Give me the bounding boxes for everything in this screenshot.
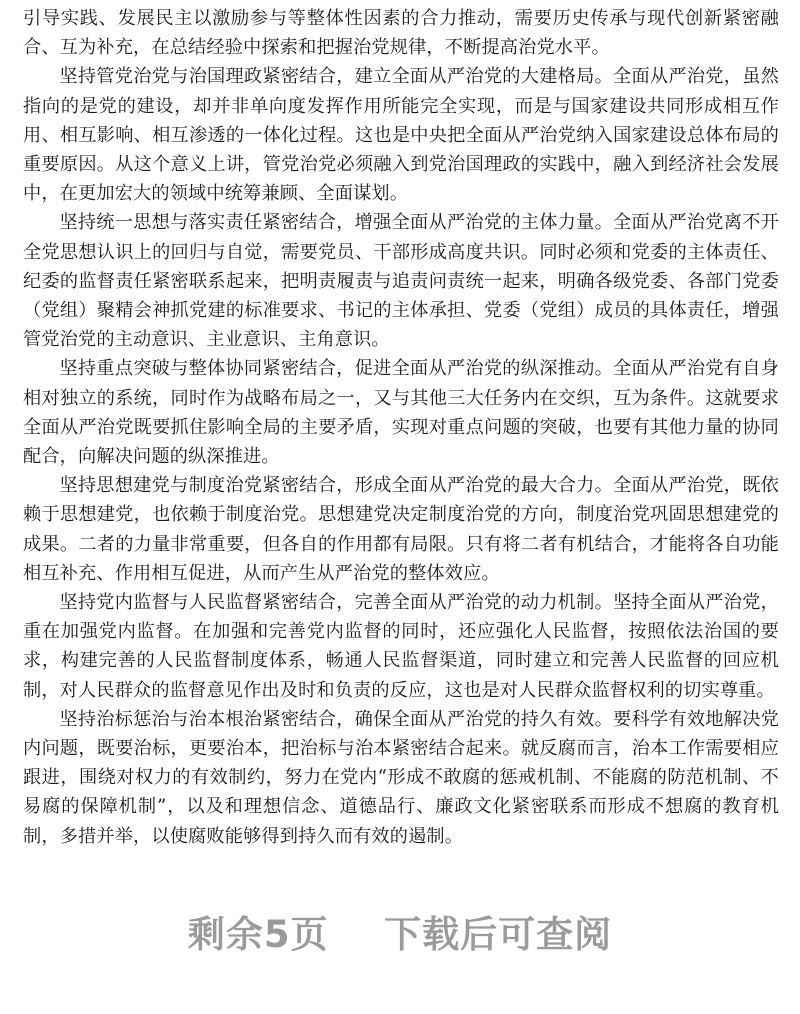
paragraph-3: 坚持统一思想与落实责任紧密结合，增强全面从严治党的主体力量。全面从严治党离不开全党思想认识上的回归与自觉，需要党员、干部形成高度共识。同时必须和党委的主体责任、纪委的监督责任紧密联系起来，把明责履责与追责问责统一起来，明确各级党委、各部门党委（党组）聚精会神抓党建的标准要求、书记的主体承担、党委（党组）成员的具体责任，增强管党治党的主动意识、主业意识、主角意识。 [23, 212, 779, 351]
remaining-pages-download-prompt[interactable]: 剩余5页 下载后可查阅 [187, 913, 613, 956]
document-body [23, 4, 779, 851]
paragraph-7: 坚持治标惩治与治本根治紧密结合，确保全面从严治党的持久有效。要科学有效地解决党内问题，既要治标，更要治本，把治标与治本紧密结合起来。就反腐而言，治本工作需要相应跟进，围绕对权力的有效制约，努力在党内“形成不敢腐的惩戒机制、不能腐的防范机制、不易腐的保障机制”，以及和理想信念、道德品行、廉政文化紧密联系而形成不想腐的教育机制，多措并举，以使腐败能够得到持久而有效的遏制。 [23, 708, 779, 847]
paragraph-6: 坚持党内监督与人民监督紧密结合，完善全面从严治党的动力机制。坚持全面从严治党，重在加强党内监督。在加强和完善党内监督的同时，还应强化人民监督，按照依法治国的要求，构建完善的人民监督制度体系，畅通人民监督渠道，同时建立和完善人民监督的回应机制，对人民群众的监督意见作出及时和负责的反应，这也是对人民群众监督权利的切实尊重。 [23, 592, 779, 701]
paragraph-2: 坚持管党治党与治国理政紧密结合，建立全面从严治党的大建格局。全面从严治党，虽然指向的是党的建设，却并非单向度发挥作用所能完全实现，而是与国家建设共同形成相互作用、相互影响、相互渗透的一体化过程。这也是中央把全面从严治党纳入国家建设总体布局的重要原因。从这个意义上讲，管党治党必须融入到党治国理政的实践中，融入到经济社会发展中，在更加宏大的领域中统筹兼顾、全面谋划。 [23, 66, 779, 205]
paragraph-4: 坚持重点突破与整体协同紧密结合，促进全面从严治党的纵深推动。全面从严治党有自身相对独立的系统，同时作为战略布局之一，又与其他三大任务内在交织，互为条件。这就要求全面从严治党既要抓住影响全局的主要矛盾，实现对重点问题的突破，也要有其他力量的协同配合，向解决问题的纵深推进。 [23, 358, 779, 468]
paragraph-5: 坚持思想建党与制度治党紧密结合，形成全面从严治党的最大合力。全面从严治党，既依赖于思想建党，也依赖于制度治党。思想建党决定制度治党的方向，制度治党巩固思想建党的成果。二者的力量非常重要，但各自的作用都有局限。只有将二者有机结合，才能将各自功能相互补充、作用相互促进，从而产生从严治党的整体效应。 [23, 475, 779, 584]
paragraph-1: 引导实践、发展民主以激励参与等整体性因素的合力推动，需要历史传承与现代创新紧密融合、互为补充，在总结经验中探索和把握治党规律，不断提高治党水平。 [23, 8, 779, 59]
